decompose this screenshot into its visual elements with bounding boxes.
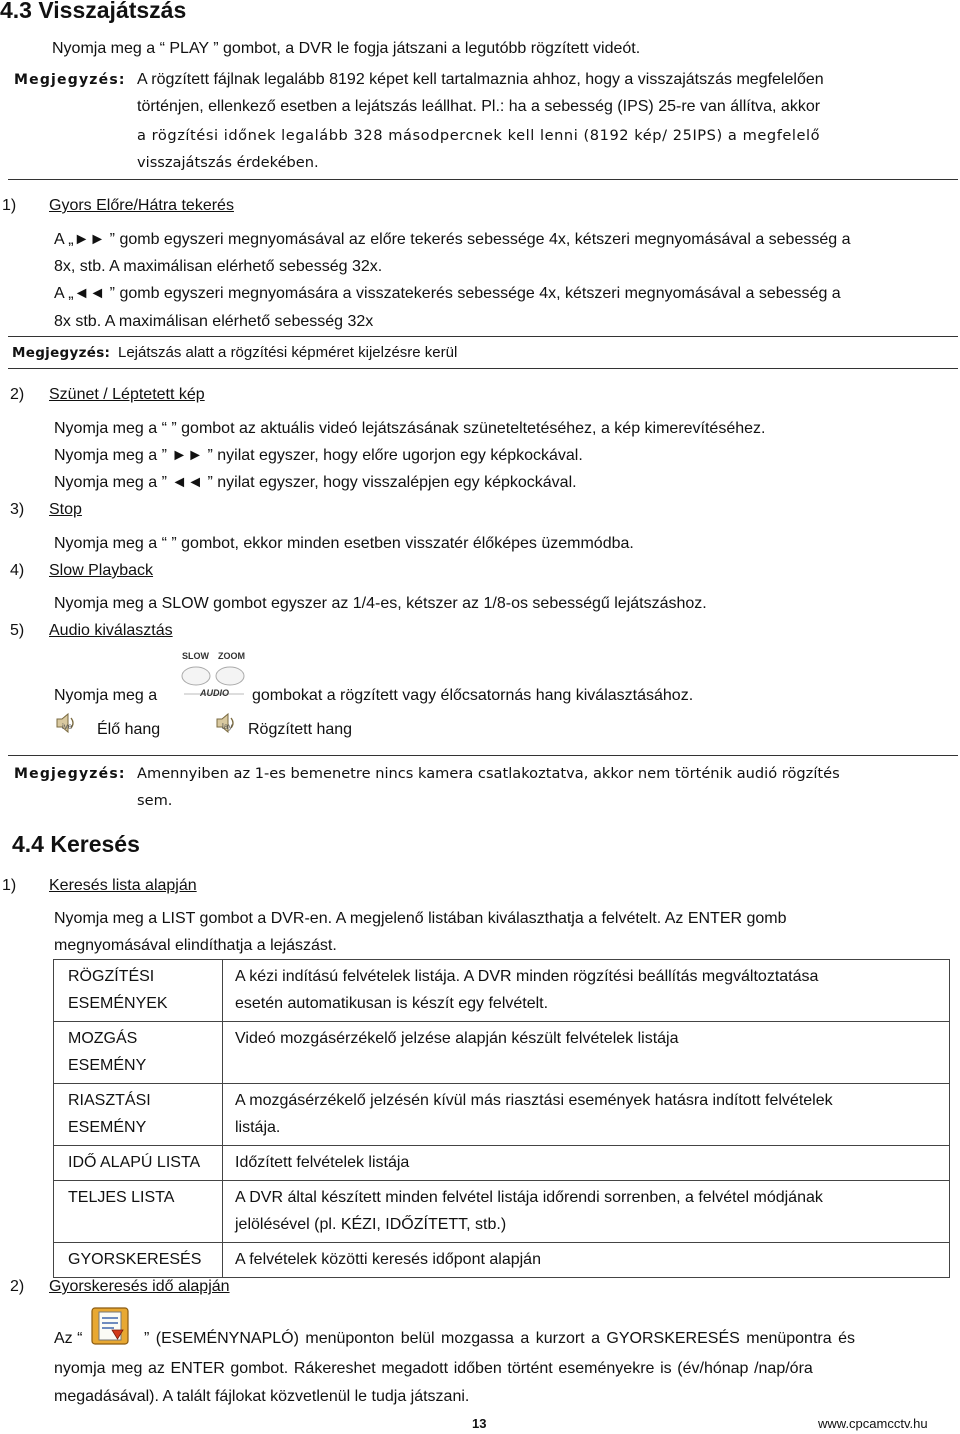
subsection-title-audio: Audio kiválasztás	[49, 622, 173, 639]
note-text-line: A rögzített fájlnak legalább 8192 képet kell tartalmaznia ahhoz, hogy a visszajátszás megfelelően	[137, 71, 824, 88]
section-title-playback: 4.3 Visszajátszás	[0, 0, 187, 23]
paragraph-line: Nyomja meg a ” ►► ” nyilat egyszer, hogy előre ugorjon egy képkockával.	[54, 447, 583, 464]
table-row	[54, 960, 950, 1022]
table-row	[54, 1022, 950, 1084]
table-value: esetén automatikusan is készít egy felvételt.	[235, 995, 549, 1012]
subsection-title-quick-search: Gyorskeresés idő alapján	[49, 1278, 230, 1295]
paragraph-line: Nyomja meg a ” ◄◄ ” nyilat egyszer, hogy visszalépjen egy képkockával.	[54, 474, 577, 491]
subsection-title-slow: Slow Playback	[49, 562, 154, 579]
table-key: IDŐ ALAPÚ LISTA	[68, 1154, 201, 1171]
divider	[8, 179, 958, 180]
list-number: 1)	[2, 197, 17, 214]
table-value: Időzített felvételek listája	[235, 1154, 410, 1171]
play-instruction: Nyomja meg a “ PLAY ” gombot, a DVR le fogja játszani a legutóbb rögzített videót.	[52, 40, 641, 57]
subsection-title-fast-forward: Gyors Előre/Hátra tekerés	[49, 197, 234, 214]
table-key: ESEMÉNYEK	[68, 995, 168, 1012]
table-row	[54, 1146, 950, 1181]
table-row	[54, 1243, 950, 1278]
slow-zoom-buttons-icon	[180, 664, 248, 704]
paragraph-line: Nyomja meg a LIST gombot a DVR-en. A megjelenő listában kiválaszthatja a felvételt. Az ENTER gomb	[54, 910, 787, 927]
search-list-table	[53, 959, 950, 1278]
table-row	[54, 1181, 950, 1243]
list-number: 2)	[10, 386, 25, 403]
speaker-live-icon-text: ive	[62, 722, 73, 731]
list-number: 5)	[10, 622, 25, 639]
table-value: A DVR által készített minden felvétel listája időrendi sorrenben, a felvétel módjának	[235, 1189, 823, 1206]
recorded-audio-label: Rögzített hang	[248, 721, 353, 738]
paragraph-line: A „◄◄ ” gomb egyszeri megnyomására a visszatekerés sebessége 4x, kétszeri megnyomásával a sebesség a	[54, 285, 841, 302]
footer-url: www.cpcamcctv.hu	[818, 1416, 928, 1431]
audio-button-label: AUDIO	[200, 688, 229, 698]
note-label: Megjegyzés:	[14, 766, 126, 782]
table-value: A kézi indítású felvételek listája. A DVR minden rögzítési beállítás megváltoztatása	[235, 968, 819, 985]
paragraph-line: Nyomja meg a SLOW gombot egyszer az 1/4-es, kétszer az 1/8-os sebességű lejátszáshoz.	[54, 595, 707, 612]
table-value: A mozgásérzékelő jelzésén kívül más riasztási események hatásra indított felvételek	[235, 1092, 833, 1109]
paragraph-text: ” (ESEMÉNYNAPLÓ) menüponton belül mozgassa a kurzort a GYORSKERESÉS menüpontra és	[144, 1330, 855, 1347]
note-text: Lejátszás alatt a rögzítési képméret kijelzésre kerül	[118, 344, 458, 361]
note-text-line: a rögzítési időnek legalább 328 másodpercnek kell lenni (8192 kép/ 25IPS) a megfelelő	[137, 127, 821, 144]
paragraph-text: gombokat a rögzített vagy élőcsatornás hang kiválasztásához.	[252, 687, 694, 704]
paragraph-text: Nyomja meg a	[54, 687, 158, 704]
table-key: GYORSKERESÉS	[68, 1251, 202, 1268]
live-audio-label: Élő hang	[97, 721, 161, 738]
paragraph-line: 8x, stb. A maximálisan elérhető sebesség 32x.	[54, 258, 383, 275]
paragraph-line: nyomja meg az ENTER gombot. Rákereshet megadott időben történt eseményekre is (év/hónap /nap/óra	[54, 1360, 813, 1377]
paragraph-line: megadásával). A talált fájlokat közvetlenül le tudja játszani.	[54, 1388, 470, 1405]
paragraph-line: 8x stb. A maximálisan elérhető sebesség 32x	[54, 313, 374, 330]
table-key: ESEMÉNY	[68, 1057, 147, 1074]
table-key: RIASZTÁSI	[68, 1092, 151, 1109]
page-number: 13	[472, 1416, 487, 1431]
subsection-title-list-search: Keresés lista alapján	[49, 877, 197, 894]
table-value: A felvételek közötti keresés időpont alapján	[235, 1251, 541, 1268]
note-text-line: történjen, ellenkező esetben a lejátszás leállhat. Pl.: ha a sebesség (IPS) 25-re van állítva, akkor	[137, 98, 821, 115]
note-label: Megjegyzés:	[12, 345, 111, 361]
divider	[8, 755, 958, 756]
subsection-title-pause: Szünet / Léptetett kép	[49, 386, 205, 403]
note-text-line: visszajátszás érdekében.	[137, 154, 319, 171]
note-text-line: sem.	[137, 792, 173, 809]
paragraph-line: Nyomja meg a “ ” gombot, ekkor minden esetben visszatér élőképes üzemmódba.	[54, 535, 634, 552]
event-log-icon	[90, 1306, 130, 1346]
speaker-playback-icon-text: lay	[222, 722, 233, 731]
table-value: jelölésével (pl. KÉZI, IDŐZÍTETT, stb.)	[235, 1216, 507, 1233]
subsection-title-stop: Stop	[49, 501, 82, 518]
table-value: Videó mozgásérzékelő jelzése alapján készült felvételek listája	[235, 1030, 679, 1047]
divider	[8, 368, 958, 369]
list-number: 4)	[10, 562, 25, 579]
table-key: ESEMÉNY	[68, 1119, 147, 1136]
table-key: TELJES LISTA	[68, 1189, 175, 1206]
paragraph-text: Az “	[54, 1330, 83, 1347]
table-row	[54, 1084, 950, 1146]
note-text-line: Amennyiben az 1-es bemenetre nincs kamera csatlakoztatva, akkor nem történik audió rögzítés	[137, 765, 840, 782]
slow-button-label: SLOW	[182, 651, 209, 661]
zoom-button-label: ZOOM	[218, 651, 245, 661]
table-key: RÖGZÍTÉSI	[68, 968, 155, 985]
divider	[8, 336, 958, 337]
list-number: 2)	[10, 1278, 25, 1295]
note-label: Megjegyzés:	[14, 72, 126, 88]
list-number: 1)	[2, 877, 17, 894]
table-key: MOZGÁS	[68, 1030, 138, 1047]
list-number: 3)	[10, 501, 25, 518]
section-title-search: 4.4 Keresés	[12, 831, 140, 857]
paragraph-line: A „►► ” gomb egyszeri megnyomásával az előre tekerés sebessége 4x, kétszeri megnyomásával a sebesség a	[54, 231, 851, 248]
table-value: listája.	[235, 1119, 281, 1136]
paragraph-line: Nyomja meg a “ ” gombot az aktuális videó lejátszásának szüneteltetéséhez, a kép kimerevítéséhez.	[54, 420, 766, 437]
paragraph-line: megnyomásával elindíthatja a lejászást.	[54, 937, 337, 954]
